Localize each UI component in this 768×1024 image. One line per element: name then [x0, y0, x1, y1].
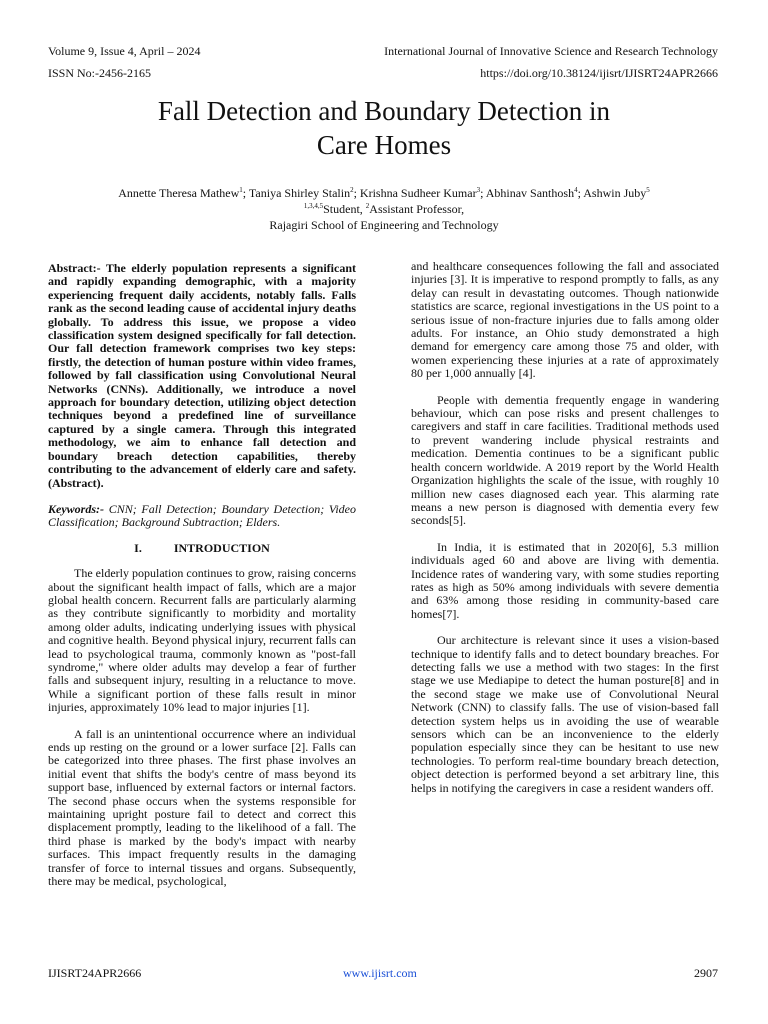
author: Krishna Sudheer Kumar — [359, 186, 477, 200]
footer-website-link[interactable]: www.ijisrt.com — [343, 966, 417, 980]
affiliation-assistant: Assistant Professor, — [369, 202, 465, 216]
keywords — [48, 503, 356, 530]
header-journal-name: International Journal of Innovative Science and Research Technology — [384, 44, 718, 58]
affiliation-roles — [40, 202, 728, 216]
author-sup: 5 — [646, 186, 650, 194]
author-separator: ; — [242, 186, 249, 200]
left-column — [48, 262, 356, 888]
author: Abhinav Santhosh — [485, 186, 575, 200]
header-issn: ISSN No:-2456-2165 — [48, 66, 152, 80]
body-paragraph: Our architecture is relevant since it uses a vision-based technique to identify falls and to detect boundary breaches. For detecting falls we use a method with two stages: In the first stage we use Mediapipe to detect the human posture[8] and in the second stage we make use of Convolutional Neural Network (CNN) to classify falls. The use of vision-based fall detection system helps us in avoiding the use of wearable sensors which can be an inconvenience to the elderly population especially since they can be hesitant to use new technologies. To perform real-time boundary breach detection, object detection is performed beyond a set arbitrary line, this helps in notifying the caregivers in case a resident wanders off. — [411, 633, 719, 795]
affiliation-sup: 2 — [365, 202, 370, 210]
affiliation-school: Rajagiri School of Engineering and Technology — [269, 218, 499, 232]
header-doi-link[interactable]: https://doi.org/10.38124/ijisrt/IJISRT24APR2666 — [480, 66, 718, 80]
author-separator: ; — [480, 186, 486, 200]
section-heading — [48, 542, 356, 555]
affiliation-sup: 1,3,4,5 — [303, 202, 324, 210]
footer-page-number: 2907 — [694, 966, 718, 980]
author-list — [40, 186, 728, 200]
header-volume: Volume 9, Issue 4, April – 2024 — [48, 44, 201, 58]
abstract: Abstract:- The elderly population represents a significant and rapidly expanding demographic, with a majority experiencing frequent daily accidents, notably falls. Falls rank as the second leading cause of accidental injury deaths globally. To address this issue, we propose a video classification system designed specifically for fall detection. Our fall detection framework comprises two key steps: firstly, the detection of human posture within video frames, followed by fall classification using Convolutional Neural Networks (CNNs). Additionally, we introduce a novel approach for boundary detection, utilizing object detection techniques beyond a predefined line of surveillance captured by a single camera. Through this integrated methodology, we aim to enhance fall detection and boundary breach detection capabilities, thereby contributing to the advancement of elderly care and safety. (Abstract). — [48, 261, 356, 490]
body-paragraph: In India, it is estimated that in 2020[6], 5.3 million individuals aged 60 and above are living with dementia. Incidence rates of wandering vary, with some studies reporting rates as high as 50% among individuals with severe dementia and 63% among those residing in community-based care homes[7]. — [411, 539, 719, 621]
author: Annette Theresa Mathew — [118, 186, 240, 200]
body-paragraph-continued: and healthcare consequences following the fall and associated injuries [3]. It is imperative to respond promptly to falls, as any delay can result in devastating outcomes. Though nationwide statistics are scarce, regional investigations in the US point to a serious issue of non-fracture injuries due to falls among older adults. For instance, an Ohio study demonstrated a high demand for emergency care among those 75 and older, with women experiencing these injuries at a rate of approximately 80 per 1,000 annually [4]. — [411, 259, 719, 381]
title-line-1: Fall Detection and Boundary Detection in — [157, 96, 611, 126]
title-line-2: Care Homes — [316, 130, 452, 160]
body-paragraph: People with dementia frequently engage in wandering behaviour, which can pose risks and present challenges to caregivers and staff in care facilities. Traditional methods used to prevent wandering include physical restraints and medication. Dementia continues to be a significant public health concern worldwide. A 2019 report by the World Health Organization highlights the scale of the issue, with roughly 10 million new cases diagnosed each year. This alarming rate means a new person is diagnosed with dementia every few seconds[5]. — [411, 392, 719, 528]
right-column — [411, 260, 719, 795]
author-sup: 1 — [239, 186, 243, 194]
author-sup: 3 — [476, 186, 481, 194]
author-separator: ; — [577, 186, 584, 200]
author: Taniya Shirley Stalin — [248, 186, 351, 200]
section-number: I. — [134, 540, 142, 555]
author: Ashwin Juby — [583, 186, 647, 200]
body-paragraph: The elderly population continues to grow, raising concerns about the significant health impact of falls, which are a major global health concern. Recurrent falls are particularly alarming as they contribute significantly to morbidity and mortality among older adults, indicating underlying issues with physical and cognitive health. Beyond physical injury, recurrent falls can lead to psychological trauma, commonly known as "post-fall syndrome," where older adults may develop a fear of further falls and subsequent injury, resulting in a reluctance to move. While a significant portion of these falls result in minor injuries, approximately 10% lead to major injuries [1]. — [48, 566, 356, 715]
author-sup: 2 — [350, 186, 354, 194]
author-separator: ; — [353, 186, 360, 200]
body-paragraph: A fall is an unintentional occurrence where an individual ends up resting on the ground or a lower surface [2]. Falls can be categorized into three phases. The first phase involves an initial event that shifts the body's centre of mass beyond its support base, influenced by external factors or internal factors. The second phase occurs when the systems responsible for maintaining upright posture fail to detect and correct this displacement promptly, leading to the likelihood of a fall. The third phase is marked by the body's impact with nearby surfaces. This impact frequently results in the damaging transfer of force to internal tissues and organs. Subsequently, there may be medical, psychological, — [48, 726, 356, 889]
section-title: INTRODUCTION — [173, 540, 270, 555]
affiliation-student: Student, — [323, 202, 366, 216]
footer-paper-code: IJISRT24APR2666 — [48, 966, 142, 980]
keywords-list: CNN; Fall Detection; Boundary Detection; Video Classification; Background Subtraction; Elders. — [48, 501, 356, 530]
keywords-label: Keywords:- — [48, 501, 104, 516]
author-sup: 4 — [574, 186, 578, 194]
paper-title — [60, 94, 708, 162]
